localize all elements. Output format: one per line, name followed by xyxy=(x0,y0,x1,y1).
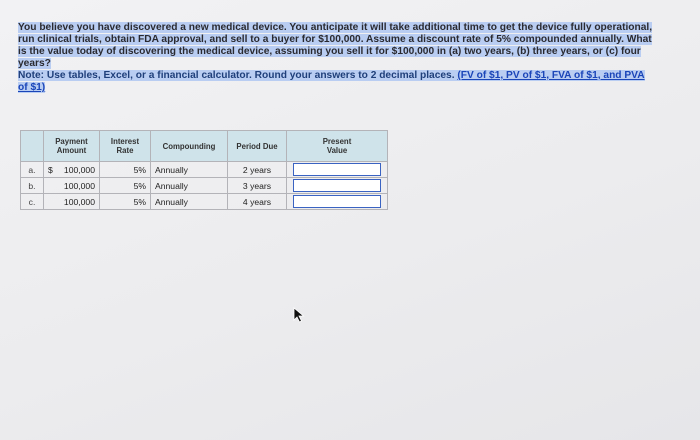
row-label: c. xyxy=(21,194,44,210)
payment-amount-cell: 100,000 xyxy=(44,194,100,210)
payment-amount-cell: $ 100,000 xyxy=(44,162,100,178)
present-value-input-c[interactable] xyxy=(293,195,381,208)
note-text: Use tables, Excel, or a financial calculator. Round your answers to 2 decimal places. xyxy=(46,70,455,81)
table-row xyxy=(21,162,388,178)
mouse-cursor-icon xyxy=(293,307,305,323)
table-reference-link[interactable]: (FV of $1, PV of $1, FVA of $1, and PVA xyxy=(457,70,645,81)
payment-amount-cell: 100,000 xyxy=(44,178,100,194)
table-reference-link-cont[interactable]: of $1) xyxy=(18,82,46,93)
period-due-cell: 3 years xyxy=(228,178,287,194)
period-due-cell: 2 years xyxy=(228,162,287,178)
present-value-input-b[interactable] xyxy=(293,179,381,192)
present-value-table xyxy=(20,130,388,210)
header-index xyxy=(21,131,44,162)
present-value-cell xyxy=(287,162,388,178)
row-label: b. xyxy=(21,178,44,194)
question-line-4: years? xyxy=(18,58,51,69)
header-period-due: Period Due xyxy=(228,131,287,162)
interest-rate-cell: 5% xyxy=(100,178,151,194)
question-line-1: You believe you have discovered a new medical device. You anticipate it will take additional time to get the device fully operational, xyxy=(18,22,653,33)
question-text xyxy=(18,22,682,94)
table-row xyxy=(21,178,388,194)
present-value-cell xyxy=(287,194,388,210)
header-payment-amount: Payment Amount xyxy=(44,131,100,162)
compounding-cell: Annually xyxy=(151,162,228,178)
period-due-cell: 4 years xyxy=(228,194,287,210)
header-interest-rate: Interest Rate xyxy=(100,131,151,162)
question-line-2: run clinical trials, obtain FDA approval, and sell to a buyer for $100,000. Assume a discount rate of 5% compounded annually. What xyxy=(18,34,652,45)
table-row xyxy=(21,194,388,210)
note-label: Note: xyxy=(18,70,45,81)
header-compounding: Compounding xyxy=(151,131,228,162)
header-present-value: Present Value xyxy=(287,131,388,162)
interest-rate-cell: 5% xyxy=(100,162,151,178)
row-label: a. xyxy=(21,162,44,178)
compounding-cell: Annually xyxy=(151,194,228,210)
present-value-cell xyxy=(287,178,388,194)
currency-symbol: $ xyxy=(48,164,53,175)
compounding-cell: Annually xyxy=(151,178,228,194)
present-value-input-a[interactable] xyxy=(293,163,381,176)
interest-rate-cell: 5% xyxy=(100,194,151,210)
question-line-3: is the value today of discovering the medical device, assuming you sell it for $100,000 in (a) two years, (b) three years, or (c) four xyxy=(18,46,641,57)
